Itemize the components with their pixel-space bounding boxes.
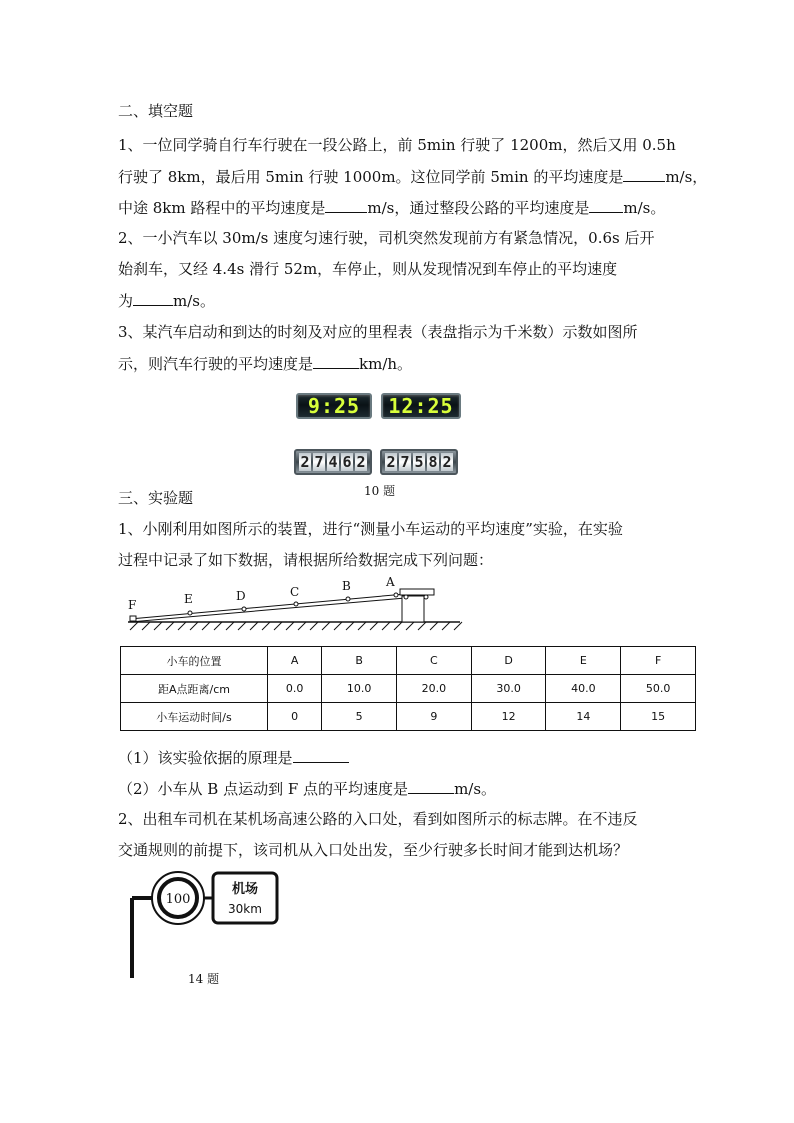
q1-line2	[118, 166, 707, 187]
q1-line3-text: 中途 8km 路程中的平均速度是	[118, 199, 326, 217]
odometer-digit: 2	[386, 453, 396, 471]
q1-line2-unit: m/s，	[665, 168, 708, 186]
table-row	[121, 647, 696, 675]
position-marker	[242, 607, 246, 611]
destination-text: 机场	[231, 882, 259, 897]
q2-line3-unit: m/s。	[173, 292, 215, 310]
end-stop	[130, 616, 136, 621]
table-row	[121, 703, 696, 731]
ramp-label-a: A	[386, 575, 395, 589]
table-cell: F	[621, 647, 696, 675]
table-cell: 0.0	[268, 675, 322, 703]
table-cell: 10.0	[322, 675, 397, 703]
table-cell: 14	[546, 703, 621, 731]
table-cell: 40.0	[546, 675, 621, 703]
end-clock-display: 12:25	[381, 393, 461, 419]
odometer-digit: 2	[356, 453, 366, 471]
q1-line2-text: 行驶了 8km，最后用 5min 行驶 1000m。这位同学前 5min 的平均速度是	[118, 168, 624, 186]
distance-text: 30km	[228, 902, 262, 916]
odometer-digit: 2	[442, 453, 452, 471]
q2-line2: 始刹车，又经 4.4s 滑行 52m，车停止，则从发现情况到车停止的平均速度	[118, 260, 618, 278]
table-cell: E	[546, 647, 621, 675]
ramp-label-c: C	[290, 585, 300, 599]
ramp-label-b: B	[342, 579, 351, 593]
exp-q2-line2: 交通规则的前提下，该司机从入口处出发，至少行驶多长时间才能到达机场？	[118, 841, 629, 859]
ramp-label-e: E	[184, 592, 193, 606]
table-cell: 50.0	[621, 675, 696, 703]
exp-q2-line1: 2、出租车司机在某机场高速公路的入口处，看到如图所示的标志牌。在不违反	[118, 810, 638, 828]
odometer-digit: 5	[414, 453, 424, 471]
odometer-digit: 2	[300, 453, 310, 471]
exp-q1-sub2	[118, 778, 496, 799]
q2-line3-text: 为	[118, 292, 134, 310]
odometer-digit: 8	[428, 453, 438, 471]
end-odometer	[380, 449, 458, 475]
table-cell: 9	[396, 703, 471, 731]
answer-blank[interactable]	[623, 166, 665, 182]
table-cell: 30.0	[471, 675, 546, 703]
answer-blank[interactable]	[293, 747, 349, 763]
answer-blank[interactable]	[325, 197, 367, 213]
cart-wheel	[404, 595, 408, 599]
exp-q1-sub1-text: （1）该实验依据的原理是	[118, 749, 293, 767]
answer-blank[interactable]	[408, 778, 454, 794]
exp-q1-line1: 1、小刚利用如图所示的装置，进行“测量小车运动的平均速度”实验，在实验	[118, 520, 623, 538]
table-cell: 5	[322, 703, 397, 731]
q1-line3	[118, 197, 665, 218]
road-sign-figure	[124, 866, 294, 982]
position-marker	[346, 597, 350, 601]
experiment-data-table	[120, 646, 696, 731]
q1-line1: 1、一位同学骑自行车行驶在一段公路上，前 5min 行驶了 1200m，然后又用 0.5h	[118, 136, 676, 154]
table-row	[121, 675, 696, 703]
answer-blank[interactable]	[313, 353, 359, 369]
exp-q1-sub1	[118, 747, 349, 768]
table-cell: 12	[471, 703, 546, 731]
support-block	[402, 596, 424, 622]
odometer-digit: 4	[328, 453, 338, 471]
exp-q1-sub2-text: （2）小车从 B 点运动到 F 点的平均速度是	[118, 780, 409, 798]
exp-q1-sub2-unit: m/s。	[454, 780, 497, 798]
q1-line3-unit: m/s。	[623, 199, 666, 217]
exp-q1-line2: 过程中记录了如下数据，请根据所给数据完成下列问题：	[118, 551, 494, 569]
ground-hatching	[130, 622, 462, 630]
q2-line1: 2、一小汽车以 30m/s 速度匀速行驶，司机突然发现前方有紧急情况，0.6s 后开	[118, 229, 655, 247]
ramp-label-f: F	[128, 598, 137, 612]
table-cell: C	[396, 647, 471, 675]
table-cell: 距A点距离/cm	[121, 675, 268, 703]
q3-line2-text: 示，则汽车行驶的平均速度是	[118, 355, 314, 373]
start-odometer	[294, 449, 372, 475]
cart-wheel	[424, 595, 428, 599]
odometer-digit: 7	[400, 453, 410, 471]
position-marker	[294, 602, 298, 606]
table-cell: 小车的位置	[121, 647, 268, 675]
q3-line2-unit: km/h。	[359, 355, 413, 373]
section-heading-experiment: 三、实验题	[118, 489, 194, 507]
q3-line1: 3、某汽车启动和到达的时刻及对应的里程表（表盘指示为千米数）示数如图所	[118, 323, 638, 341]
odometer-digit: 6	[342, 453, 352, 471]
table-cell: 15	[621, 703, 696, 731]
figure-caption-10: 10 题	[364, 484, 396, 498]
table-cell: B	[322, 647, 397, 675]
speed-limit-text: 100	[165, 892, 191, 907]
inclined-ramp-diagram	[120, 574, 470, 634]
answer-blank[interactable]	[589, 197, 623, 213]
start-clock-display: 9:25	[296, 393, 372, 419]
table-cell: 小车运动时间/s	[121, 703, 268, 731]
cart	[400, 589, 434, 595]
odometer-digit: 7	[314, 453, 324, 471]
table-cell: 20.0	[396, 675, 471, 703]
table-cell: A	[268, 647, 322, 675]
figure-caption-14: 14 题	[188, 972, 220, 986]
q2-line3	[118, 290, 215, 311]
position-marker	[188, 611, 192, 615]
table-cell: 0	[268, 703, 322, 731]
answer-blank[interactable]	[133, 290, 173, 306]
q1-line3-mid: m/s，通过整段公路的平均速度是	[367, 199, 590, 217]
ramp-board	[130, 594, 405, 622]
position-marker	[394, 593, 398, 597]
q3-line2	[118, 353, 412, 374]
ramp-label-d: D	[236, 589, 246, 603]
table-cell: D	[471, 647, 546, 675]
section-heading-fill-blank: 二、填空题	[118, 102, 194, 120]
